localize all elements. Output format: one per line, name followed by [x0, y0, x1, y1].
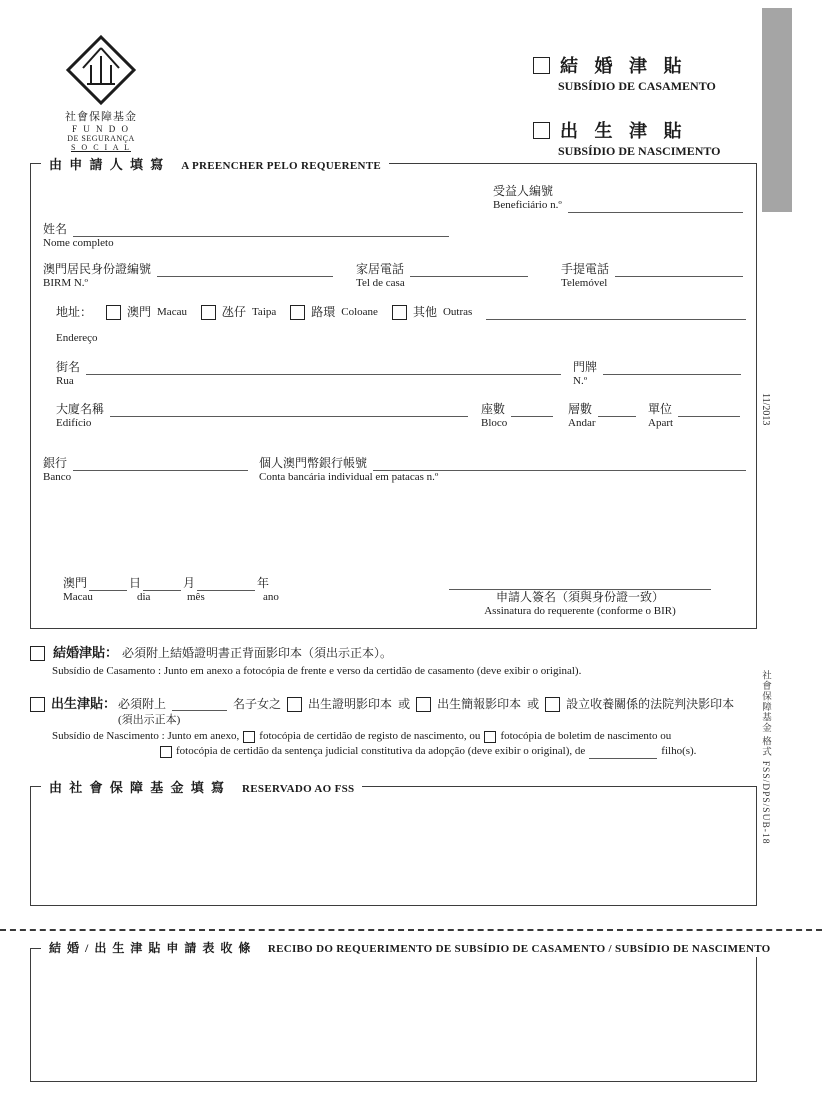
applicant-legend-zh: 由 申 請 人 填 寫 — [49, 157, 166, 172]
full-name-field — [43, 222, 449, 251]
door-number-field — [573, 360, 741, 389]
name-line[interactable] — [73, 223, 449, 237]
receipt-legend-pt: RECIBO DO REQUERIMENTO DE SUBSÍDIO DE CASAMENTO / SUBSÍDIO DE NASCIMENTO — [267, 943, 771, 955]
block-label-pt: Bloco — [481, 417, 508, 429]
bank-label-zh: 銀行 — [43, 456, 68, 470]
birth-note-label: 出生津貼： — [51, 696, 117, 711]
floor-field — [568, 402, 636, 431]
home-phone-field — [356, 262, 528, 291]
date-day-pt: dia — [137, 591, 151, 603]
floor-label-zh: 層數 — [568, 402, 593, 416]
date-year-zh: 年 — [257, 576, 270, 590]
door-label-pt: N.º — [573, 375, 588, 387]
district-coloane-checkbox[interactable] — [290, 305, 305, 320]
adoption-judgment-copy-label: 設立收養關係的法院判決影印本 — [566, 696, 735, 711]
block-line[interactable] — [511, 403, 553, 417]
scan-gray-bar — [762, 8, 792, 212]
district-coloane-pt: Coloane — [341, 305, 378, 318]
unit-field — [648, 402, 740, 431]
birth-subsidy-option — [533, 117, 721, 159]
date-day-zh: 日 — [129, 576, 142, 590]
cut-line — [0, 929, 822, 931]
birth-note-pt-line1 — [52, 730, 671, 744]
home-phone-label-zh: 家居電話 — [356, 262, 405, 276]
date-year-pt: ano — [263, 591, 279, 603]
children-count-line[interactable] — [172, 697, 227, 711]
mobile-label-zh: 手提電話 — [561, 262, 610, 276]
account-label-pt: Conta bancária individual em patacas n.º — [259, 471, 439, 483]
date-month-line[interactable] — [143, 577, 181, 591]
street-label-zh: 街名 — [56, 360, 81, 374]
bank-field — [43, 456, 248, 485]
block-label-zh: 座數 — [481, 402, 506, 416]
marriage-subsidy-checkbox[interactable] — [533, 57, 550, 74]
children-count-pt-line[interactable] — [589, 745, 657, 759]
beneficiary-number-field — [493, 184, 743, 213]
district-other-checkbox[interactable] — [392, 305, 407, 320]
fss-logo-mark — [65, 34, 137, 106]
signature-block — [449, 577, 711, 619]
floor-label-pt: Andar — [568, 417, 596, 429]
unit-line[interactable] — [678, 403, 740, 417]
home-phone-line[interactable] — [410, 263, 528, 277]
marriage-note-text-zh: 必須附上結婚證明書正背面影印本（須出示正本）。 — [122, 645, 393, 660]
fss-legend-zh: 由 社 會 保 障 基 金 填 寫 — [49, 780, 227, 795]
birth-note-pt-opt2: fotocópia de boletim de nascimento ou — [500, 730, 672, 742]
address-district-row — [56, 305, 746, 320]
logo-org-name-pt-3: S O C I A L — [70, 143, 131, 152]
receipt-legend — [41, 939, 779, 957]
beneficiary-number-line[interactable] — [568, 199, 743, 213]
receipt-legend-zh: 結 婚 / 出 生 津 貼 申 請 表 收 條 — [49, 941, 252, 955]
name-label-pt: Nome completo — [43, 237, 114, 249]
adoption-judgment-copy-checkbox[interactable] — [545, 697, 560, 712]
fss-logo — [38, 34, 164, 152]
logo-org-name-zh: 社會保障基金 — [65, 111, 137, 123]
birm-field — [43, 262, 333, 291]
address-label-zh: 地址： — [56, 305, 93, 319]
birth-original-note: (須出示正本) — [118, 714, 181, 726]
marriage-subsidy-label-zh: 結 婚 津 貼 — [560, 56, 688, 76]
form-version-vertical: 11/2013 — [760, 393, 771, 426]
district-macau-zh: 澳門 — [127, 305, 152, 319]
building-label-pt: Edifício — [56, 417, 92, 429]
birth-or-1: 或 — [398, 696, 411, 711]
signature-line[interactable] — [449, 577, 711, 590]
floor-line[interactable] — [598, 403, 636, 417]
birm-label-zh: 澳門居民身份證編號 — [43, 262, 152, 276]
account-line[interactable] — [373, 457, 746, 471]
door-label-zh: 門牌 — [573, 360, 598, 374]
district-other-zh: 其他 — [412, 305, 437, 319]
birth-or-2: 或 — [527, 696, 540, 711]
block-field — [481, 402, 553, 431]
address-label-pt: Endereço — [56, 332, 98, 344]
signature-label-zh: 申請人簽名（須與身份證一致） — [495, 590, 664, 604]
district-option-other — [392, 305, 472, 320]
district-coloane-zh: 路環 — [311, 305, 336, 319]
district-other-line[interactable] — [486, 306, 746, 320]
fss-legend-pt: RESERVADO AO FSS — [242, 783, 355, 795]
door-line[interactable] — [603, 361, 741, 375]
unit-label-pt: Apart — [648, 417, 674, 429]
birth-note-checkbox[interactable] — [30, 697, 45, 712]
district-taipa-zh: 氹仔 — [221, 305, 246, 319]
birm-line[interactable] — [157, 263, 333, 277]
marriage-note-text-pt: Subsídio de Casamento : Junto em anexo a fotocópia de frente e verso da certidão de casamento (deve exibir o original). — [52, 665, 582, 677]
birth-note-pt-line2 — [160, 745, 696, 759]
marriage-note — [30, 645, 392, 661]
beneficiary-label-zh: 受益人編號 — [493, 184, 554, 198]
logo-org-name-pt-1: F U N D O — [71, 124, 130, 134]
street-label-pt: Rua — [56, 375, 74, 387]
applicant-section-box — [30, 157, 757, 629]
pt-birth-cert-checkbox[interactable] — [243, 731, 255, 743]
applicant-legend-pt: A PREENCHER PELO REQUERENTE — [181, 160, 381, 172]
mobile-line[interactable] — [615, 263, 743, 277]
birth-note-text2: 名子女之 — [233, 696, 282, 711]
birth-subsidy-label-pt: SUBSÍDIO DE NASCIMENTO — [558, 144, 721, 158]
date-year-line[interactable] — [197, 577, 255, 591]
district-macau-checkbox[interactable] — [106, 305, 121, 320]
bank-line[interactable] — [73, 457, 248, 471]
street-line[interactable] — [86, 361, 561, 375]
street-field — [56, 360, 561, 389]
district-taipa-checkbox[interactable] — [201, 305, 216, 320]
beneficiary-label-pt: Beneficiário n.º — [493, 199, 562, 212]
home-phone-label-pt: Tel de casa — [356, 277, 405, 289]
building-line[interactable] — [110, 403, 468, 417]
birth-cert-copy-checkbox[interactable] — [287, 697, 302, 712]
date-block — [63, 576, 363, 606]
birth-bulletin-copy-label: 出生簡報影印本 — [437, 696, 522, 711]
marriage-subsidy-option — [533, 52, 716, 94]
fss-reserved-legend — [41, 777, 362, 797]
birth-subsidy-label-zh: 出 生 津 貼 — [560, 121, 688, 141]
birth-cert-copy-label: 出生證明影印本 — [308, 696, 393, 711]
receipt-box — [30, 941, 771, 1082]
birm-label-pt: BIRM N.º — [43, 277, 88, 289]
account-label-zh: 個人澳門幣銀行帳號 — [259, 456, 368, 470]
district-option-coloane — [290, 305, 378, 320]
date-day-line[interactable] — [89, 577, 127, 591]
marriage-note-checkbox[interactable] — [30, 646, 45, 661]
birth-note-pt-opt1: fotocópia de certidão de registo de nascimento, ou — [259, 730, 481, 742]
pt-adoption-checkbox[interactable] — [160, 746, 172, 758]
pt-birth-bulletin-checkbox[interactable] — [484, 731, 496, 743]
birth-note-pt-end: filho(s). — [661, 745, 697, 758]
birth-subsidy-checkbox[interactable] — [533, 122, 550, 139]
district-option-taipa — [201, 305, 276, 320]
name-label-zh: 姓名 — [43, 222, 68, 236]
signature-label-pt: Assinatura do requerente (conforme o BIR) — [484, 605, 676, 617]
mobile-label-pt: Telemóvel — [561, 277, 608, 289]
bank-label-pt: Banco — [43, 471, 72, 483]
form-code-vertical: 社會保障基金 格式 FSS/DPS/SUB-18 — [760, 670, 770, 845]
birth-note-pt-opt3: fotocópia de certidão da sentença judicial constitutiva da adopção (deve exibir o original), de — [176, 745, 586, 758]
date-month-zh: 月 — [183, 576, 196, 590]
birth-note-pt1: Subsídio de Nascimento : Junto em anexo, — [52, 730, 240, 742]
building-label-zh: 大廈名稱 — [56, 402, 105, 416]
logo-org-name-pt-2: DE SEGURANÇA — [67, 134, 135, 143]
marriage-note-label: 結婚津貼： — [53, 645, 119, 660]
applicant-section-legend — [41, 154, 389, 174]
birth-note-text1: 必須附上 — [118, 696, 167, 711]
district-macau-pt: Macau — [157, 305, 187, 318]
district-option-macau — [106, 305, 187, 320]
date-place-zh: 澳門 — [63, 576, 88, 590]
date-place-pt: Macau — [63, 591, 93, 603]
unit-label-zh: 單位 — [648, 402, 673, 416]
district-other-pt: Outras — [442, 305, 473, 318]
district-taipa-pt: Taipa — [251, 305, 277, 318]
marriage-subsidy-label-pt: SUBSÍDIO DE CASAMENTO — [558, 79, 716, 93]
date-month-pt: mês — [187, 591, 205, 603]
birth-bulletin-copy-checkbox[interactable] — [416, 697, 431, 712]
mobile-phone-field — [561, 262, 743, 291]
bank-account-field — [259, 456, 746, 485]
fss-reserved-box — [30, 780, 757, 906]
building-field — [56, 402, 468, 431]
birth-note — [30, 696, 734, 712]
